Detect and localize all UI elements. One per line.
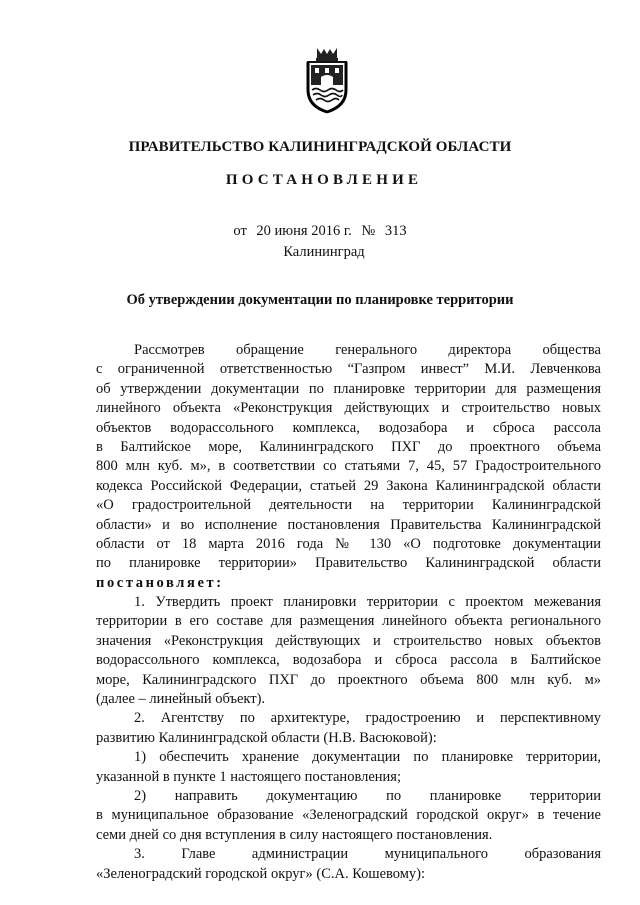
document-date: 20 июня 2016 г. bbox=[256, 223, 352, 239]
body-line: кодекса Российской Федерации, статьей 29 Закона Калининградской области bbox=[96, 477, 601, 494]
body-line: в муниципальное образование «Зеленоградский городской округ» в течение bbox=[96, 807, 601, 824]
body-line: 1) обеспечить хранение документации по планировке территории, bbox=[134, 749, 601, 766]
coat-of-arms-icon bbox=[303, 46, 351, 114]
body-line: «О градостроительной деятельности на территории Калининградской bbox=[96, 497, 601, 514]
document-subject: Об утверждении документации по планировке территории bbox=[126, 292, 514, 308]
body-line: территории в его составе для размещения линейного объекта регионального bbox=[96, 613, 601, 630]
government-title: ПРАВИТЕЛЬСТВО КАЛИНИНГРАДСКОЙ ОБЛАСТИ bbox=[128, 139, 512, 155]
body-line: указанной в пункте 1 настоящего постановления; bbox=[96, 768, 401, 785]
body-line: 2. Агентству по архитектуре, градостроению и перспективному bbox=[134, 710, 601, 727]
body-line: Рассмотрев обращение генерального директора общества bbox=[134, 342, 601, 358]
document-body bbox=[96, 341, 601, 884]
body-line: области» и во исполнение постановления Правительства Калининградской bbox=[96, 516, 601, 533]
body-line: (далее – линейный объект). bbox=[96, 691, 266, 708]
body-line: объектов водорассольного комплекса, водозабора и сброса рассола bbox=[96, 419, 601, 436]
body-line: семи дней со дня вступления в силу настоящего постановления. bbox=[96, 826, 493, 843]
document-type-title: ПОСТАНОВЛЕНИЕ bbox=[225, 172, 423, 188]
body-line: 2) направить документацию по планировке территории bbox=[134, 787, 601, 804]
body-line: развитию Калининградской области (Н.В. Васюковой): bbox=[96, 729, 437, 746]
city-name: Калининград bbox=[283, 244, 365, 260]
body-line: водорассольного комплекса, водозабора и сброса рассола в Балтийское bbox=[96, 652, 601, 669]
body-line: в Балтийское море, Калининградского ПХГ до проектного объема bbox=[96, 438, 601, 455]
body-line: море, Калининградского ПХГ до проектного объема 800 млн куб. м» bbox=[96, 671, 601, 688]
body-line: 3. Главе администрации муниципального образования bbox=[134, 846, 601, 863]
number-sign: № bbox=[361, 223, 376, 239]
date-number-line bbox=[0, 223, 640, 240]
resolution-word: постановляет: bbox=[96, 574, 224, 591]
body-line: значения «Реконструкция действующих и строительство новых объектов bbox=[96, 632, 601, 649]
body-line: по планировке территории» Правительство Калининградской области bbox=[96, 555, 601, 572]
body-line: об утверждении документации по планировке территории для размещения bbox=[96, 380, 601, 397]
document-number: 313 bbox=[384, 223, 407, 239]
date-prefix: от bbox=[233, 223, 247, 239]
body-line: линейного объекта «Реконструкция действующих и строительство новых bbox=[96, 400, 601, 417]
body-line: 1. Утвердить проект планировки территории с проектом межевания bbox=[134, 594, 601, 611]
body-line: «Зеленоградский городской округ» (С.А. Кошевому): bbox=[96, 865, 426, 882]
body-line: области от 18 марта 2016 года № 130 «О подготовке документации bbox=[96, 535, 601, 552]
body-line: с ограниченной ответственностью “Газпром инвест” М.И. Левченкова bbox=[96, 361, 601, 378]
body-line: 800 млн куб. м», в соответствии со статьями 7, 45, 57 Градостроительного bbox=[96, 458, 601, 475]
